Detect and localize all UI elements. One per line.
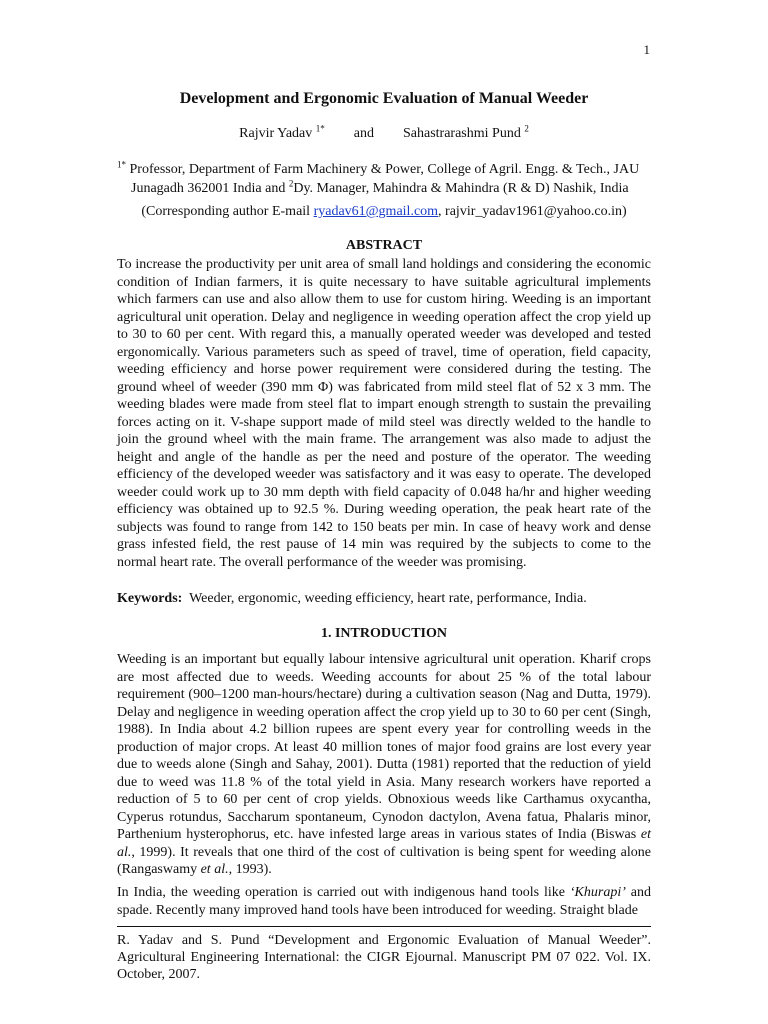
intro-p1-etal-2: et al. (200, 862, 229, 877)
abstract-heading: ABSTRACT (345, 238, 423, 253)
affiliation (117, 160, 651, 198)
author-name-2: Sahastrarashmi Pund (403, 126, 521, 141)
affiliation-line-2b: Dy. Manager, Mahindra & Mahindra (R & D) Nashik, India (293, 181, 629, 196)
affiliation-line-1: Professor, Department of Farm Machinery & Power, College of Agril. Engg. & Tech., JAU (129, 162, 640, 177)
paper-title: Development and Ergonomic Evaluation of Manual Weeder (179, 90, 589, 107)
affiliation-superscript-2: 2 (288, 178, 294, 189)
author-line (117, 123, 651, 142)
author-1-superscript: 1* (315, 123, 325, 134)
intro-p2-text-b: and spade. Recently many improved hand tools have been introduced for weeding. Straight blade (117, 885, 652, 918)
intro-p1-text-a: Weeding is an important but equally labour intensive agricultural unit operation. Kharif crops are most affected due to weeds. Weeding accounts for about 25 % of the total labour requirement (900–1200 man-hours/hectare) during a cultivation season (Nag and Dutta, 1979). Delay and negligence in weeding operation affect the crop yield up to 30 to 60 per cent (Singh, 1988). In India about 4.2 billion rupees are spent every year for controlling weeds in the production of major crops. At least 40 million tones of major food grains are lost every year due to weeds alone (Singh and Sahay, 2001). Dutta (1981) reported that the reduction of yield due to weed was 11.8 % of the total yield in Asia. Many research workers have reported a reduction of 5 to 60 per cent of crop yields. Obnoxious weeds like Carthamus oxycantha, Cyperus rotundus, Saccharum spontaneum, Cynodon dactylon, Avena fatua, Phalaris minor, Parthenium hysterophorus, etc. have infested large areas in various states of India (Biswas (117, 652, 651, 842)
introduction-paragraph-1 (117, 651, 651, 879)
affiliation-line-2a: Junagadh 362001 India and (131, 181, 286, 196)
page-number: 1 (643, 42, 650, 57)
intro-p2-khurapi: ‘Khurapi’ (569, 885, 626, 900)
intro-p2-text-a: In India, the weeding operation is carried out with indigenous hand tools like (117, 885, 565, 900)
author-name-1: Rajvir Yadav (239, 126, 313, 141)
abstract-body: To increase the productivity per unit area of small land holdings and considering the economic condition of Indian farmers, it is quite necessary to have suitable agricultural implements which farmers can use and also allow them to use for custom hiring. Weeding is an important agricultural unit operation. Delay and negligence in weeding operation affect the crop yield up to 30 to 60 per cent. With regard this, a manually operated weeder was developed and tested ergonomically. Various parameters such as speed of travel, time of operation, field capacity, weeding efficiency and horse power requirement were considered during the testing. The ground wheel of weeder (390 mm Φ) was fabricated from mild steel flat of 52 x 3 mm. The weeding blades were made from steel flat to impart enough strength to sustain the prevailing forces acting on it. V-shape support made of mild steel was directly welded to the handle to join the ground wheel with the main frame. The arrangement was also made to adjust the height and angle of the handle as per the need and posture of the operator. The weeding efficiency of the developed weeder was satisfactory and it was easy to operate. The developed weeder could work up to 30 mm depth with field capacity of 0.048 ha/hr and higher weeding efficiency was obtained up to 92.5 %. During weeding operation, the peak heart rate of the subjects was found to range from 142 to 150 beats per min. In case of heavy work and dense grass infested field, the rest pause of 14 min was required by the subjects to come to the normal heart rate. The overall performance of the weeder was promising. (117, 257, 651, 570)
introduction-heading: 1. INTRODUCTION (320, 626, 447, 641)
intro-p1-text-b: , 1999). It reveals that one third of the cost of cultivation is being spent for weeding alone (Rangaswamy (117, 844, 651, 877)
corresponding-rest: , rajvir_yadav1961@yahoo.co.in) (438, 204, 627, 219)
keywords-label: Keywords: (117, 591, 183, 606)
keywords (117, 591, 651, 607)
author-2-superscript: 2 (524, 123, 529, 134)
introduction-paragraph-2 (117, 884, 651, 919)
intro-p1-etal-1: et al. (117, 827, 651, 860)
citation-footer: R. Yadav and S. Pund “Development and Ergonomic Evaluation of Manual Weeder”. Agricultural Engineering International: the CIGR Ejournal. Manuscript PM 07 022. Vol. IX. October, 2007. (117, 933, 651, 982)
intro-p1-text-c: , 1993). (228, 862, 272, 877)
author-conjunction: and (353, 126, 374, 141)
keywords-text: Weeder, ergonomic, weeding efficiency, heart rate, performance, India. (189, 591, 587, 606)
email-link[interactable]: ryadav61@gmail.com (313, 204, 439, 219)
affiliation-superscript-1: 1* (117, 159, 126, 170)
corresponding-prefix: (Corresponding author E-mail (141, 204, 311, 219)
footer-divider (117, 926, 651, 927)
corresponding-author (117, 204, 651, 220)
